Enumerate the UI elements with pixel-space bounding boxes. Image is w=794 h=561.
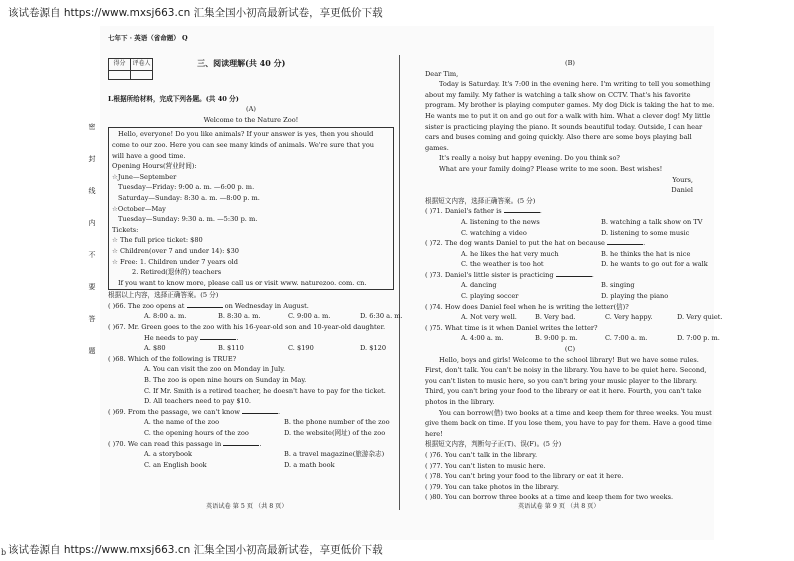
option: C. watching a video — [461, 228, 527, 237]
grader-cell[interactable] — [131, 70, 153, 79]
option: A. 8:00 a. m. — [144, 312, 187, 321]
left-column — [108, 58, 403, 470]
section-title: 三、阅读理解(共 40 分) — [197, 58, 286, 68]
options-75 — [425, 333, 720, 344]
passage-c-body: You can borrow(借) two books at a time and keep them for three weeks. You must give them back on time. If you lose them, you have to pay for them. Have a good time here! — [425, 408, 712, 438]
gutter-char: 封 — [88, 155, 96, 163]
notice-line: come to our zoo. Here you can see many kinds of animals. We're sure that you — [112, 140, 375, 149]
option: A. $80 — [144, 344, 166, 353]
notice-line: ☆October—May — [112, 204, 166, 213]
notice-line: 2. Retired(退休的) teachers — [132, 268, 222, 277]
answer-blank[interactable] — [187, 301, 223, 308]
options-69 — [108, 428, 394, 439]
option: A. Not very well. — [461, 313, 517, 322]
options-67 — [108, 343, 394, 354]
option: D. the website(网址) of the zoo — [284, 429, 386, 437]
option: B. the phone number of the zoo — [284, 418, 390, 427]
option: C. If Mr. Smith is a retired teacher, he doesn't have to pay for the ticket. — [144, 386, 386, 395]
gutter-char: 不 — [88, 251, 96, 259]
options-73 — [425, 280, 715, 291]
notice-line: Hello, everyone! Do you like animals? If your answer is yes, then you should — [118, 130, 374, 139]
option: C. the weather is too hot — [461, 260, 544, 269]
question-79: ( )79. You can take photos in the library. — [425, 482, 559, 491]
option: B. singing — [601, 281, 635, 290]
question-num[interactable]: ( )67. — [108, 323, 126, 332]
option: D. $120 — [360, 344, 387, 353]
option: A. a storybook — [144, 450, 193, 459]
option: D. All teachers need to pay $10. — [144, 397, 252, 406]
question-num[interactable]: ( )76. — [425, 450, 443, 459]
option: B. 8:30 a. m. — [218, 312, 261, 321]
options-74 — [425, 312, 723, 323]
passage-b-label: (B) — [565, 59, 575, 67]
option: B. $110 — [218, 344, 244, 353]
answer-blank[interactable] — [200, 333, 236, 340]
option: D. he wants to go out for a walk — [601, 260, 708, 269]
letter-body: Today is Saturday. It's 7:00 in the evening here. I'm writing to tell you something about my family. My father is watching a talk show on CCTV. That's his favorite program. My brother is playing computer games. My dog Dick is taking the hat to me. He wants me to put it on and go out for a walk with him. What a clever dog! My little sister is practicing playing the piano. It sounds beautiful today. Outside, I can hear cars and buses coming and going quickly. Also there are some boys playing ball games. — [425, 80, 715, 152]
option: C. 7:00 a. m. — [605, 334, 648, 343]
option: B. Very bad. — [535, 313, 576, 322]
options-73 — [425, 291, 715, 302]
task-c: 根据短文内容，判断句子正(T)、误(F)。(5 分) — [425, 440, 562, 449]
option: B. watching a talk show on TV — [601, 217, 703, 226]
question-num[interactable]: ( )79. — [425, 482, 443, 491]
notice-line: If you want to know more, please call us or visit www. naturezoo. com. cn. — [118, 278, 367, 287]
options-72 — [425, 249, 715, 260]
score-label: 得分 — [109, 59, 131, 71]
notice-line: Tickets: — [112, 225, 139, 234]
answer-blank[interactable] — [242, 407, 278, 414]
notice-line: Tuesday—Friday: 9:00 a. m. —6:00 p. m. — [118, 183, 255, 192]
letter-body: It's really a noisy but happy evening. Do you think so? — [439, 154, 620, 163]
letter-signature: Daniel — [671, 186, 693, 195]
passage-a-title: Welcome to the Nature Zoo! — [203, 115, 299, 124]
question-74: ( )74. How does Daniel feel when he is writing the letter(信)? — [425, 302, 629, 311]
gutter-char: 题 — [88, 347, 96, 355]
gutter-char: 线 — [88, 187, 96, 195]
question-num[interactable]: ( )66. — [108, 301, 126, 310]
option: A. the name of the zoo — [144, 418, 220, 427]
option: B. 9:00 p. m. — [535, 334, 578, 343]
options-71 — [425, 228, 715, 239]
question-num[interactable]: ( )73. — [425, 270, 443, 279]
passage-a-label: (A) — [246, 105, 256, 114]
question-78: ( )78. You can't bring your food to the library or eat it here. — [425, 472, 624, 481]
option: A. he likes the hat very much — [461, 249, 559, 258]
score-box — [108, 58, 153, 80]
option: D. playing the piano — [601, 292, 669, 301]
option: C. the opening hours of the zoo — [144, 429, 249, 437]
right-column — [425, 58, 723, 503]
answer-blank[interactable] — [504, 206, 540, 213]
option: D. a math book — [284, 460, 335, 469]
question-num[interactable]: ( )77. — [425, 461, 443, 470]
seal-line-gutter — [86, 122, 98, 378]
instruction: Ⅰ.根据所给材料，完成下列各题。(共 40 分) — [108, 94, 239, 103]
answer-blank[interactable] — [556, 270, 592, 277]
question-72: ( )72. The dog wants Daniel to put the hat on because . — [425, 239, 646, 248]
option: C. an English book — [144, 460, 207, 469]
option: B. a travel magazine(旅游杂志) — [284, 450, 385, 459]
option: B. he thinks the hat is nice — [601, 249, 691, 258]
option: C. playing soccer — [461, 292, 519, 301]
watermark-top: 该试卷源自 https://www.mxsj663.cn 汇集全国小初高最新试卷，享更低价下载 — [8, 7, 383, 19]
question-num[interactable]: ( )71. — [425, 207, 443, 216]
task-a: 根据以上内容，选择正确答案。(5 分) — [108, 291, 219, 300]
question-71: ( )71. Daniel's father is . — [425, 207, 542, 216]
watermark-bottom: 该试卷源自 https://www.mxsj663.cn 汇集全国小初高最新试卷，享更低价下载 — [8, 544, 383, 556]
footer-left: 英语试卷 第 5 页 （共 8 页） — [206, 503, 288, 510]
notice-line: Saturday—Sunday: 8:30 a. m. —8:00 p. m. — [118, 193, 260, 202]
question-67-cont: He needs to pay . — [144, 333, 239, 342]
options-71 — [425, 217, 715, 228]
question-69: ( )69. From the passage, we can't know . — [108, 407, 281, 416]
question-num[interactable]: ( )68. — [108, 354, 126, 363]
notice-line: Tuesday—Sunday: 9:30 a. m. —5:30 p. m. — [118, 215, 258, 224]
options-72 — [425, 259, 715, 270]
option: C. $190 — [288, 344, 314, 353]
notice-line: ☆ Free: 1. Children under 7 years old — [112, 257, 239, 266]
letter-closing: Yours, — [672, 175, 693, 184]
column-divider — [399, 55, 400, 510]
option: D. 6:30 a. m. — [360, 312, 403, 321]
question-num[interactable]: ( )80. — [425, 493, 443, 502]
question-80: ( )80. You can borrow three books at a time and keep them for two weeks. — [425, 493, 674, 502]
question-70: ( )70. We can read this passage in . — [108, 439, 262, 448]
gutter-char: 密 — [88, 123, 96, 131]
question-66: ( )66. The zoo opens at on Wednesday in August. — [108, 301, 309, 310]
question-num[interactable]: ( )72. — [425, 239, 443, 248]
option: C. Very happy. — [605, 313, 653, 322]
letter-body: What are your family doing? Please write to me soon. Best wishes! — [439, 164, 663, 173]
question-num[interactable]: ( )74. — [425, 302, 443, 311]
option: A. listening to the news — [461, 217, 540, 226]
answer-blank[interactable] — [607, 238, 643, 245]
options-66 — [108, 311, 403, 322]
grader-label: 评卷人 — [131, 59, 153, 71]
option: A. You can visit the zoo on Monday in July. — [144, 365, 286, 374]
score-cell[interactable] — [109, 70, 131, 79]
answer-blank[interactable] — [223, 439, 259, 446]
gutter-char: 答 — [88, 315, 96, 323]
question-num[interactable]: ( )75. — [425, 323, 443, 332]
option: B. The zoo is open nine hours on Sunday in May. — [144, 376, 307, 385]
question-76: ( )76. You can't talk in the library. — [425, 450, 538, 459]
question-67: ( )67. Mr. Green goes to the zoo with his 16-year-old son and 10-year-old daughter. — [108, 323, 386, 332]
gutter-char: 内 — [88, 219, 96, 227]
notice-line: ☆June—September — [112, 172, 177, 181]
passage-c-body: Hello, boys and girls! Welcome to the school library! But we have some rules. First, don't talk. You can't be noisy in the library. You have to be quiet here. Second, you can't listen to music here, so you can't bring your music player to the library. Third, you can't bring your food to the library or eat it here. Fourth, you can't take photos in the library. — [425, 355, 707, 406]
notice-line: will have a good time. — [112, 151, 186, 160]
option: D. 7:00 p. m. — [677, 334, 720, 343]
gutter-char: 要 — [88, 283, 96, 291]
page-letter: b — [1, 548, 7, 557]
options-70 — [108, 460, 394, 471]
option: A. 4:00 a. m. — [461, 334, 504, 343]
option: A. dancing — [461, 281, 497, 290]
zoo-notice-box — [108, 127, 394, 290]
footer-right: 英语试卷 第 9 页 （共 8 页） — [518, 503, 600, 510]
notice-line: ☆ The full price ticket: $80 — [112, 236, 203, 245]
question-num[interactable]: ( )78. — [425, 472, 443, 481]
notice-line: Opening Hours(营业时间): — [112, 162, 197, 171]
sheet-header: 七年下 · 英语（省命题） Q — [108, 34, 188, 42]
task-b: 根据短文内容，选择正确答案。(5 分) — [425, 196, 536, 205]
letter-greeting: Dear Tim, — [425, 69, 459, 78]
passage-c-label: (C) — [564, 345, 576, 354]
option: D. listening to some music — [601, 228, 690, 237]
question-73: ( )73. Daniel's little sister is practicing . — [425, 270, 594, 279]
question-num[interactable]: ( )69. — [108, 407, 126, 416]
options-70 — [108, 449, 394, 460]
question-num[interactable]: ( )70. — [108, 439, 126, 448]
notice-line: ☆ Children(over 7 and under 14): $30 — [112, 246, 239, 255]
options-69 — [108, 417, 394, 428]
option: D. Very quiet. — [677, 313, 723, 322]
question-75: ( )75. What time is it when Daniel writes the letter? — [425, 323, 598, 332]
question-68: ( )68. Which of the following is TRUE? — [108, 354, 237, 363]
option: C. 9:00 a. m. — [288, 312, 331, 321]
question-77: ( )77. You can't listen to music here. — [425, 461, 546, 470]
